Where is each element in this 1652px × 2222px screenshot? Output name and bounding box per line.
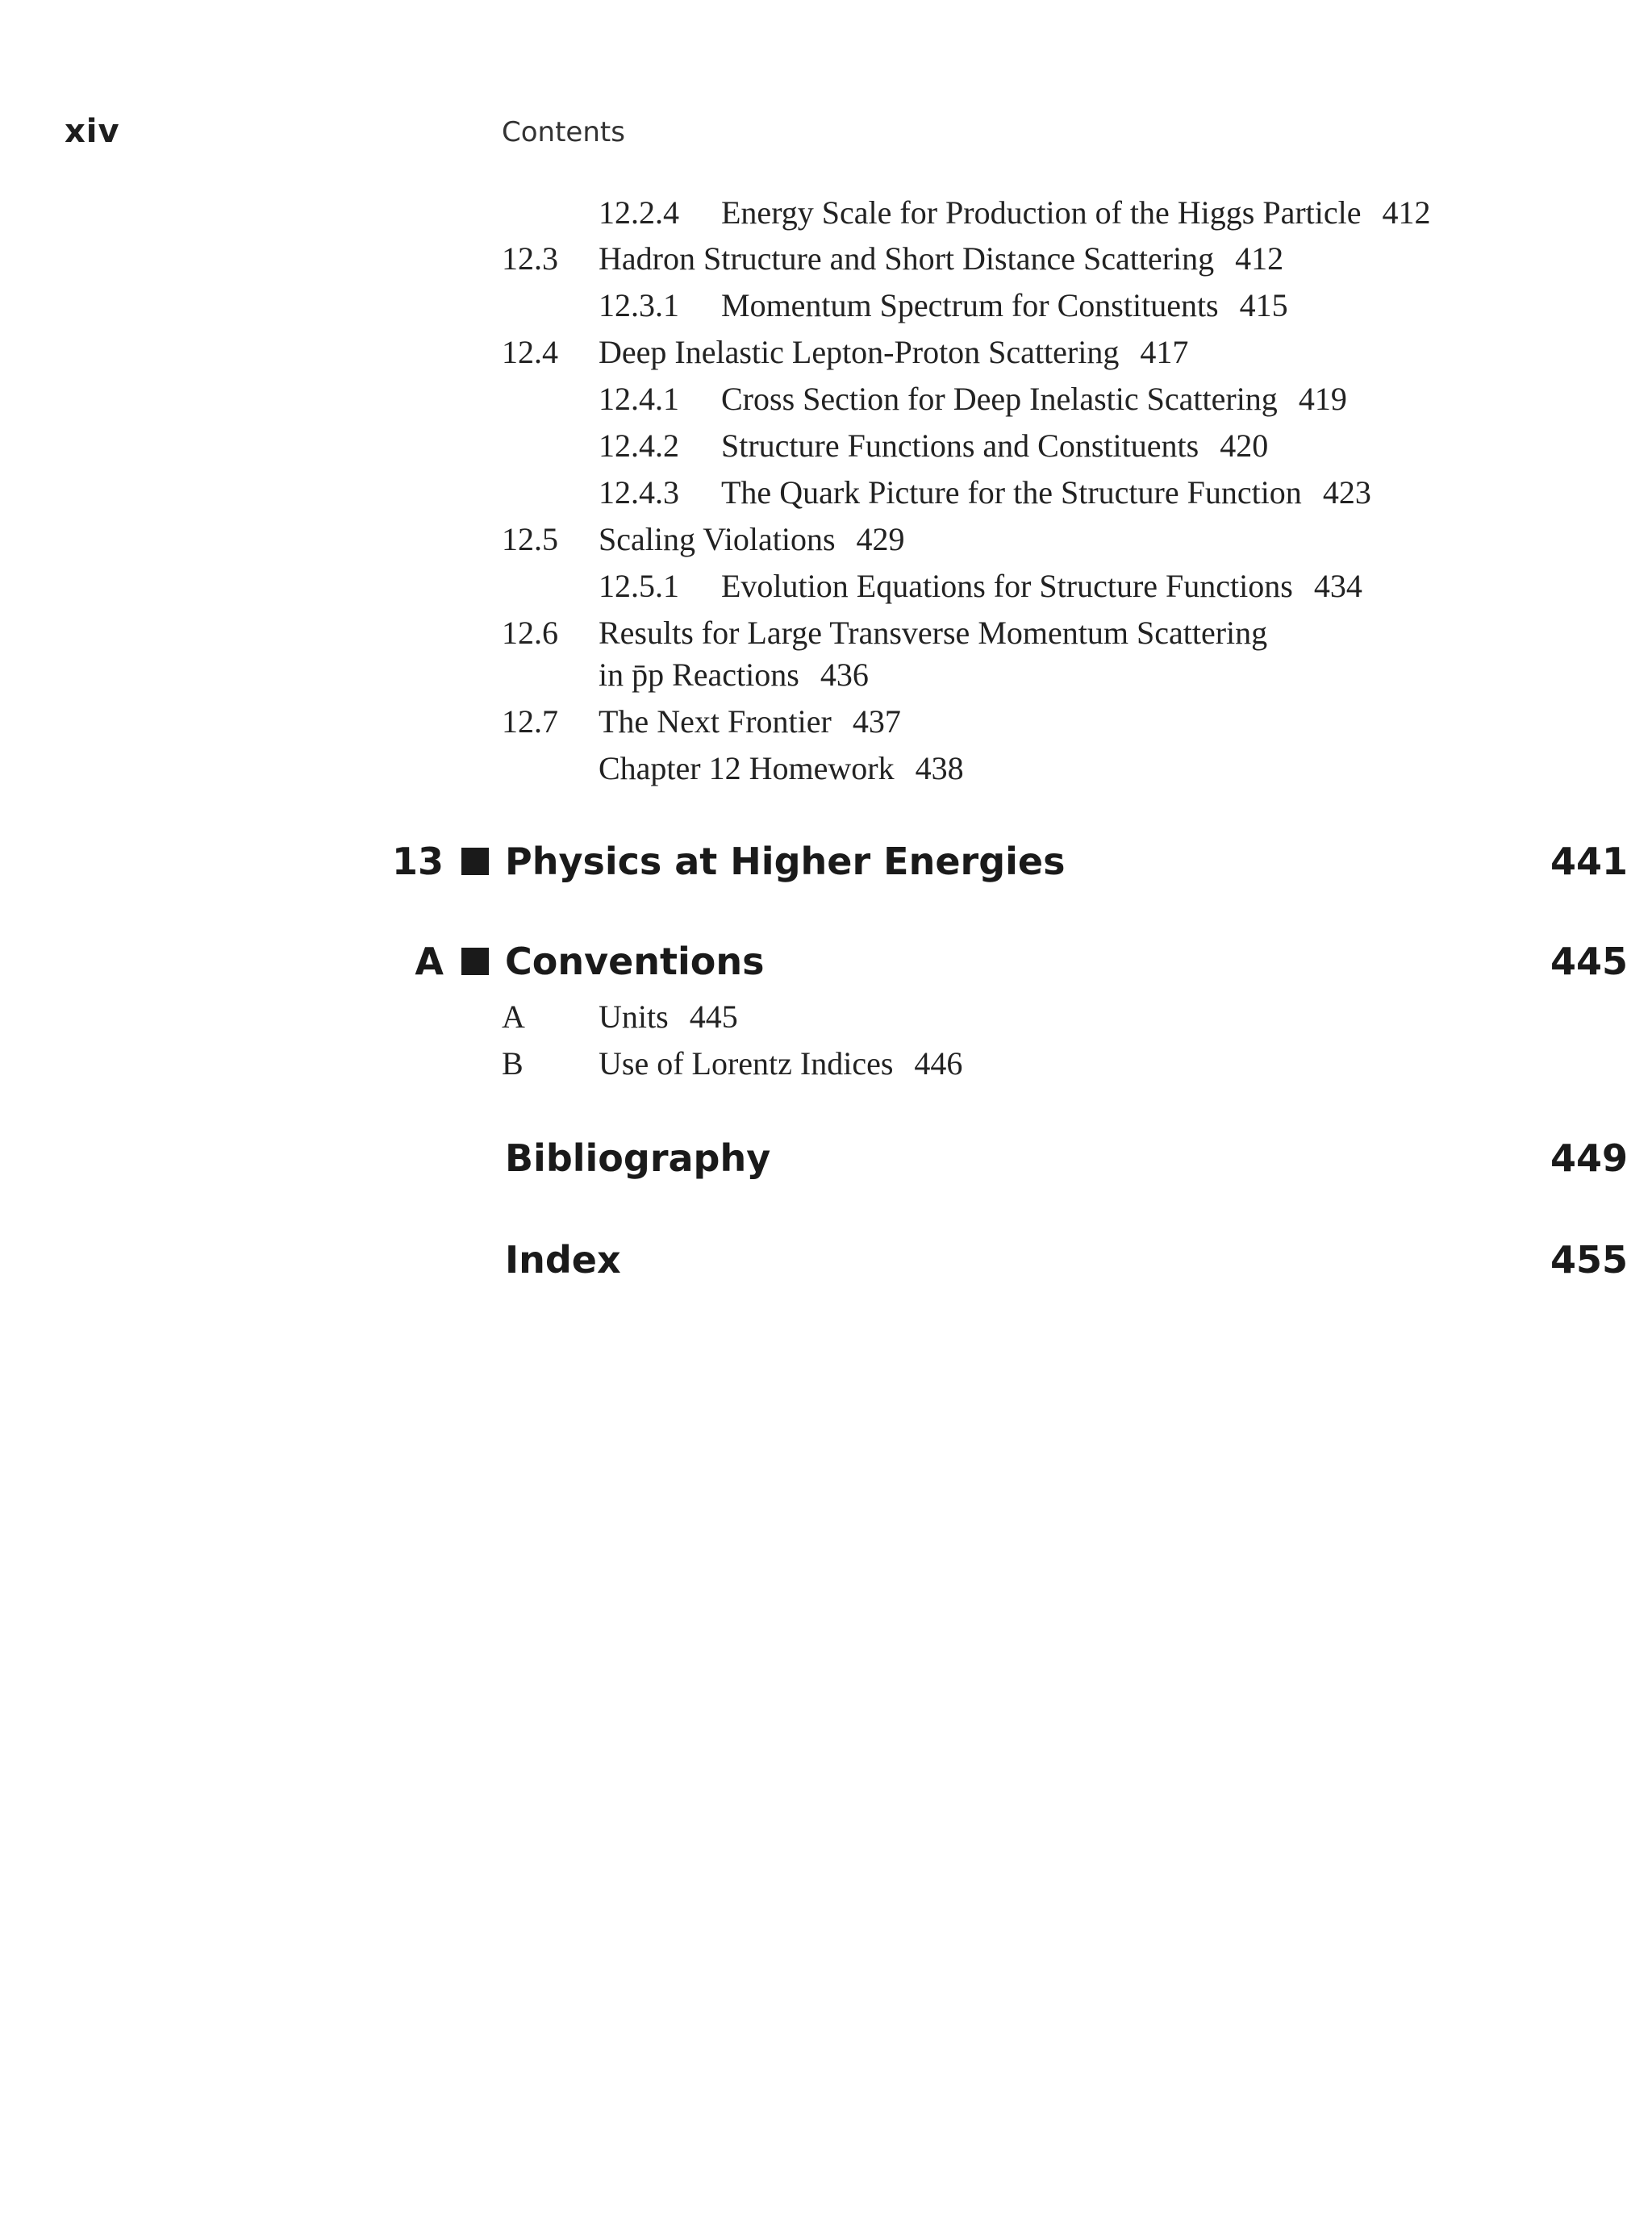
entry-title: Cross Section for Deep Inelastic Scattering bbox=[721, 381, 1278, 417]
entry-page: 446 bbox=[914, 1045, 963, 1082]
toc-entry-12-5-1 bbox=[599, 567, 1362, 606]
chapter-title: Index bbox=[505, 1238, 621, 1282]
chapter-number: 13 bbox=[391, 840, 444, 883]
chapter-page: 455 bbox=[1550, 1238, 1628, 1282]
entry-title: The Quark Picture for the Structure Function bbox=[721, 474, 1302, 511]
toc-entry-chapter-12-homework bbox=[599, 749, 964, 788]
chapter-page: 445 bbox=[1550, 940, 1628, 983]
toc-entry-appendix-a-units bbox=[502, 998, 738, 1036]
chapter-title: Conventions bbox=[505, 940, 765, 983]
toc-entry-12-2-4 bbox=[599, 194, 1431, 232]
toc-entry-appendix-b-lorentz bbox=[502, 1044, 963, 1083]
toc-entry-12-6 bbox=[502, 614, 1268, 652]
entry-title: Results for Large Transverse Momentum Scattering bbox=[599, 615, 1268, 651]
entry-page: 445 bbox=[689, 998, 738, 1035]
page-number: xiv bbox=[65, 113, 120, 150]
chapter-title: Physics at Higher Energies bbox=[505, 840, 1066, 883]
chapter-page: 449 bbox=[1550, 1136, 1628, 1180]
entry-page: 420 bbox=[1220, 427, 1269, 464]
entry-number: B bbox=[502, 1045, 524, 1082]
running-title: Contents bbox=[502, 116, 625, 148]
entry-page: 415 bbox=[1239, 287, 1288, 323]
entry-title: Scaling Violations bbox=[599, 521, 836, 557]
toc-entry-12-3-1 bbox=[599, 286, 1288, 325]
toc-entry-12-4-3 bbox=[599, 473, 1371, 512]
entry-number: 12.4.2 bbox=[599, 427, 679, 464]
entry-number: 12.7 bbox=[502, 703, 558, 740]
chapter-page: 441 bbox=[1550, 840, 1628, 883]
entry-number: 12.4.3 bbox=[599, 474, 679, 511]
toc-entry-12-6-continued bbox=[599, 656, 869, 694]
entry-title: Units bbox=[599, 998, 669, 1035]
entry-page: 429 bbox=[856, 521, 905, 557]
toc-entry-12-4 bbox=[502, 333, 1189, 372]
toc-chapter-13 bbox=[0, 839, 1652, 884]
toc-entry-12-5 bbox=[502, 520, 905, 559]
entry-page: 438 bbox=[915, 750, 964, 786]
entry-page: 419 bbox=[1298, 381, 1347, 417]
entry-number: 12.3 bbox=[502, 240, 558, 277]
entry-number: A bbox=[502, 998, 525, 1035]
entry-title: Evolution Equations for Structure Functions bbox=[721, 568, 1293, 604]
entry-title-continued: in p̄p Reactions bbox=[599, 657, 799, 693]
entry-number: 12.5 bbox=[502, 521, 558, 557]
toc-index bbox=[0, 1237, 1652, 1282]
toc-entry-12-7 bbox=[502, 702, 901, 741]
appendix-label: A bbox=[415, 940, 444, 983]
entry-page: 417 bbox=[1140, 334, 1189, 370]
chapter-bullet-square bbox=[461, 848, 489, 875]
toc-appendix-a bbox=[0, 939, 1652, 984]
entry-title: Hadron Structure and Short Distance Scattering bbox=[599, 240, 1215, 277]
entry-title: The Next Frontier bbox=[599, 703, 832, 740]
entry-title: Use of Lorentz Indices bbox=[599, 1045, 894, 1082]
toc-bibliography bbox=[0, 1136, 1652, 1181]
entry-number: 12.4 bbox=[502, 334, 558, 370]
toc-entry-12-3 bbox=[502, 240, 1284, 278]
entry-number: 12.4.1 bbox=[599, 381, 679, 417]
entry-number: 12.5.1 bbox=[599, 568, 679, 604]
entry-title: Energy Scale for Production of the Higgs Particle bbox=[721, 194, 1362, 231]
entry-title: Structure Functions and Constituents bbox=[721, 427, 1199, 464]
chapter-bullet-square bbox=[461, 948, 489, 975]
entry-page: 412 bbox=[1382, 194, 1431, 231]
entry-title: Momentum Spectrum for Constituents bbox=[721, 287, 1219, 323]
entry-title: Chapter 12 Homework bbox=[599, 750, 895, 786]
entry-title: Deep Inelastic Lepton-Proton Scattering bbox=[599, 334, 1120, 370]
entry-number: 12.2.4 bbox=[599, 194, 679, 231]
entry-number: 12.6 bbox=[502, 615, 558, 651]
entry-number: 12.3.1 bbox=[599, 287, 679, 323]
toc-entry-12-4-1 bbox=[599, 380, 1347, 419]
entry-page: 436 bbox=[820, 657, 869, 693]
entry-page: 437 bbox=[852, 703, 901, 740]
chapter-title: Bibliography bbox=[505, 1136, 771, 1180]
toc-entry-12-4-2 bbox=[599, 427, 1269, 465]
entry-page: 434 bbox=[1313, 568, 1362, 604]
entry-page: 412 bbox=[1235, 240, 1284, 277]
entry-page: 423 bbox=[1322, 474, 1371, 511]
